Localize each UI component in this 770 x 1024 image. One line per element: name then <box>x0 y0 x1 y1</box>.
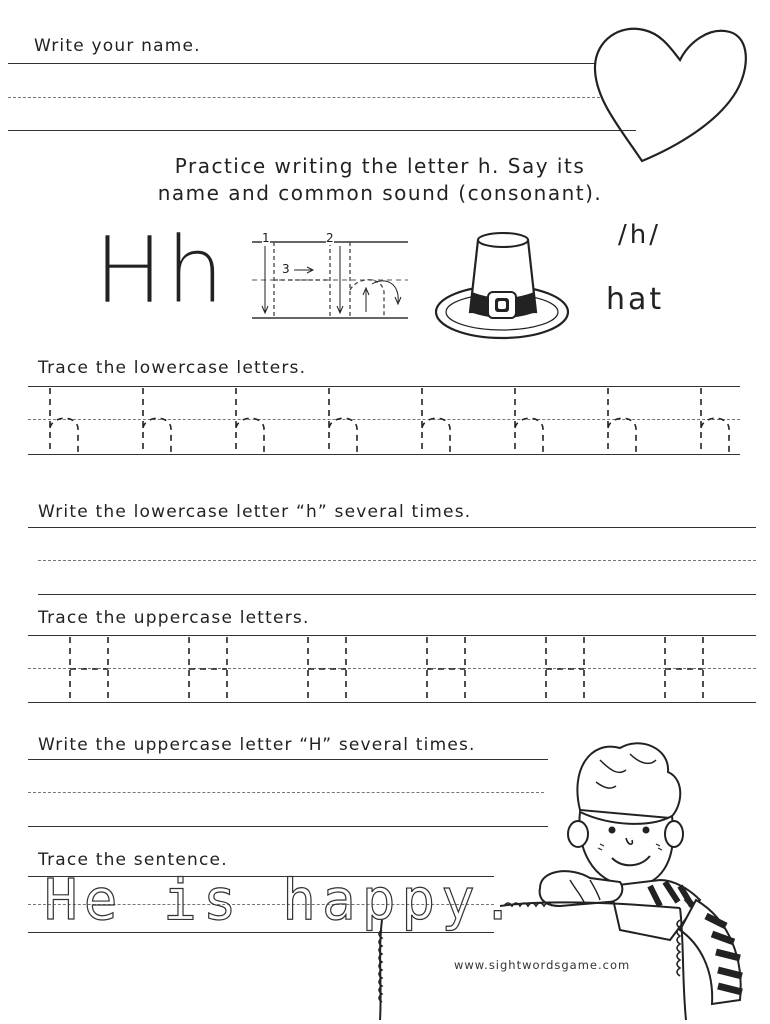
name-top-line <box>8 63 596 64</box>
letter-sound: /h/ <box>618 220 661 250</box>
trace-sentence-label: Trace the sentence. <box>38 850 228 870</box>
trace-uppercase-letters[interactable] <box>40 635 760 705</box>
write-lowercase-label: Write the lowercase letter “h” several times. <box>38 502 472 522</box>
write-lowercase-mid-line <box>38 560 756 561</box>
stroke-number-3: 3 <box>282 262 290 276</box>
lowercase-letter-display: h <box>166 217 225 324</box>
stroke-number-2: 2 <box>326 231 334 245</box>
write-uppercase-top-line <box>28 759 548 760</box>
pilgrim-hat-icon <box>432 226 572 344</box>
stroke-number-1: 1 <box>262 231 270 245</box>
heart-icon <box>590 18 750 168</box>
boy-character-illustration <box>500 730 750 1020</box>
name-mid-line <box>8 97 600 98</box>
instruction-line-1: Practice writing the letter h. Say its <box>174 154 586 178</box>
write-uppercase-bottom-line[interactable] <box>28 826 548 827</box>
trace-lowercase-letters[interactable] <box>28 386 748 458</box>
write-lowercase-top-line <box>28 527 756 528</box>
uppercase-letter-display: H <box>94 217 164 324</box>
instruction-line-2: name and common sound (consonant). <box>157 181 603 205</box>
website-footer[interactable]: www.sightwordsgame.com <box>454 958 631 972</box>
write-lowercase-bottom-line[interactable] <box>38 594 756 595</box>
example-word: hat <box>606 282 665 317</box>
trace-lowercase-label: Trace the lowercase letters. <box>38 358 307 378</box>
name-label: Write your name. <box>34 36 201 56</box>
trace-sentence-text[interactable]: He is happy. <box>44 868 521 933</box>
trace-uppercase-label: Trace the uppercase letters. <box>38 608 310 628</box>
write-uppercase-label: Write the uppercase letter “H” several times. <box>38 735 476 755</box>
name-bottom-line[interactable] <box>8 130 636 131</box>
stroke-order-guide <box>250 232 410 322</box>
write-uppercase-mid-line <box>28 792 544 793</box>
